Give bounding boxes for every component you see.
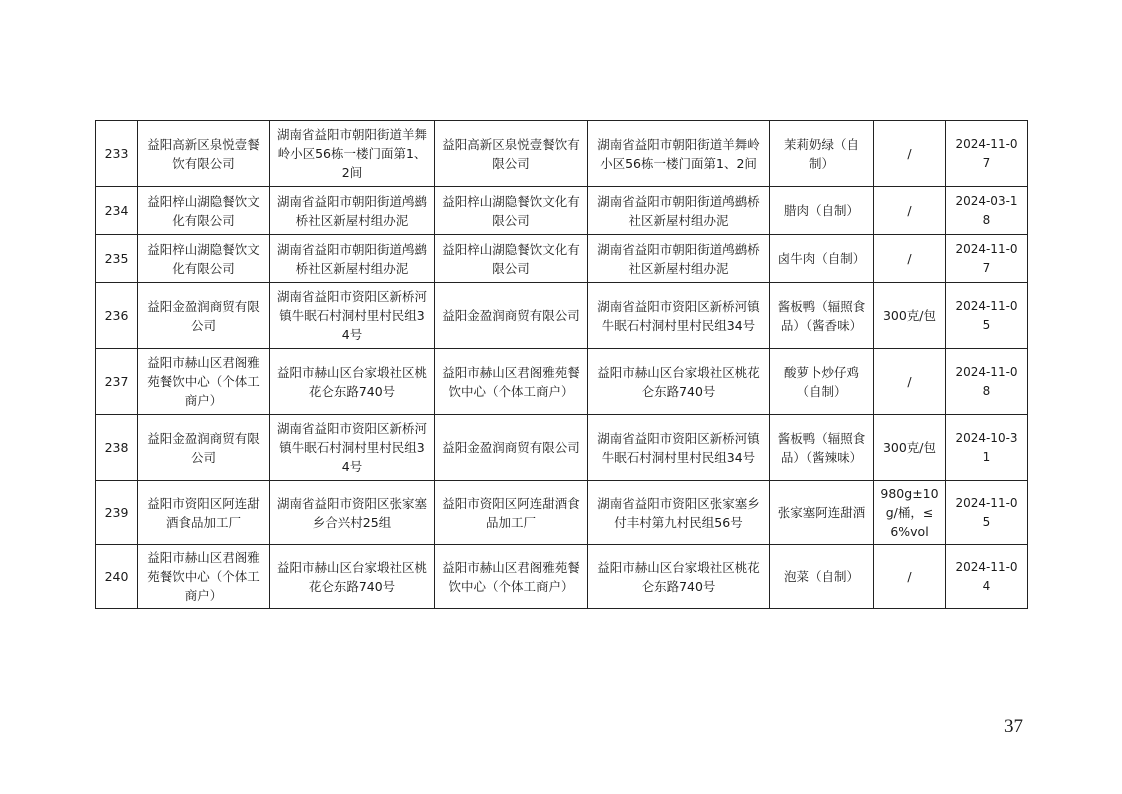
producer-address-cell: 湖南省益阳市朝阳街道鸬鹚桥社区新屋村组办泥 (270, 235, 435, 283)
sampled-entity-name-cell: 益阳市赫山区君阁雅苑餐饮中心（个体工商户） (435, 349, 588, 415)
production-date-cell: 2024-10-31 (946, 415, 1028, 481)
sampled-entity-address-cell: 湖南省益阳市资阳区新桥河镇牛眠石村洞村里村民组34号 (588, 415, 770, 481)
sampled-entity-address-cell: 益阳市赫山区台家塅社区桃花仑东路740号 (588, 349, 770, 415)
row-number-cell: 235 (96, 235, 138, 283)
production-date-cell: 2024-11-05 (946, 283, 1028, 349)
production-date-cell: 2024-11-08 (946, 349, 1028, 415)
product-spec-cell: / (874, 235, 946, 283)
production-date-cell: 2024-03-18 (946, 187, 1028, 235)
sampled-entity-address-cell: 湖南省益阳市朝阳街道鸬鹚桥社区新屋村组办泥 (588, 235, 770, 283)
producer-address-cell: 湖南省益阳市资阳区新桥河镇牛眠石村洞村里村民组34号 (270, 283, 435, 349)
sampled-entity-name-cell: 益阳高新区泉悦壹餐饮有限公司 (435, 121, 588, 187)
product-spec-cell: / (874, 121, 946, 187)
sampled-entity-address-cell: 湖南省益阳市资阳区新桥河镇牛眠石村洞村里村民组34号 (588, 283, 770, 349)
sampling-results-table (95, 120, 1028, 609)
row-number-cell: 239 (96, 481, 138, 545)
sampled-entity-name-cell: 益阳金盈润商贸有限公司 (435, 283, 588, 349)
row-number-cell: 240 (96, 545, 138, 609)
producer-address-cell: 湖南省益阳市资阳区新桥河镇牛眠石村洞村里村民组34号 (270, 415, 435, 481)
producer-address-cell: 益阳市赫山区台家塅社区桃花仑东路740号 (270, 545, 435, 609)
producer-name-cell: 益阳梓山湖隐餐饮文化有限公司 (138, 235, 270, 283)
producer-name-cell: 益阳梓山湖隐餐饮文化有限公司 (138, 187, 270, 235)
product-spec-cell: 300克/包 (874, 283, 946, 349)
row-number-cell: 233 (96, 121, 138, 187)
product-name-cell: 泡菜（自制） (770, 545, 874, 609)
sampled-entity-address-cell: 湖南省益阳市资阳区张家塞乡付丰村第九村民组56号 (588, 481, 770, 545)
sampled-entity-name-cell: 益阳梓山湖隐餐饮文化有限公司 (435, 235, 588, 283)
table-row (96, 545, 1028, 609)
sampled-entity-name-cell: 益阳金盈润商贸有限公司 (435, 415, 588, 481)
product-spec-cell: 980g±10g/桶，≤6%vol (874, 481, 946, 545)
producer-address-cell: 湖南省益阳市朝阳街道羊舞岭小区56栋一楼门面第1、2间 (270, 121, 435, 187)
product-spec-cell: / (874, 545, 946, 609)
product-name-cell: 茉莉奶绿（自制） (770, 121, 874, 187)
sampled-entity-address-cell: 益阳市赫山区台家塅社区桃花仑东路740号 (588, 545, 770, 609)
row-number-cell: 236 (96, 283, 138, 349)
product-name-cell: 酱板鸭（辐照食品）（酱香味） (770, 283, 874, 349)
producer-name-cell: 益阳高新区泉悦壹餐饮有限公司 (138, 121, 270, 187)
product-name-cell: 卤牛肉（自制） (770, 235, 874, 283)
sampled-entity-name-cell: 益阳梓山湖隐餐饮文化有限公司 (435, 187, 588, 235)
table-row (96, 481, 1028, 545)
producer-address-cell: 湖南省益阳市朝阳街道鸬鹚桥社区新屋村组办泥 (270, 187, 435, 235)
product-name-cell: 酱板鸭（辐照食品）（酱辣味） (770, 415, 874, 481)
producer-name-cell: 益阳市赫山区君阁雅苑餐饮中心（个体工商户） (138, 545, 270, 609)
producer-address-cell: 湖南省益阳市资阳区张家塞乡合兴村25组 (270, 481, 435, 545)
product-name-cell: 腊肉（自制） (770, 187, 874, 235)
production-date-cell: 2024-11-07 (946, 235, 1028, 283)
producer-name-cell: 益阳市赫山区君阁雅苑餐饮中心（个体工商户） (138, 349, 270, 415)
product-name-cell: 酸萝卜炒仔鸡（自制） (770, 349, 874, 415)
producer-name-cell: 益阳金盈润商贸有限公司 (138, 283, 270, 349)
table-row (96, 235, 1028, 283)
sampled-entity-name-cell: 益阳市资阳区阿连甜酒食品加工厂 (435, 481, 588, 545)
sampled-entity-name-cell: 益阳市赫山区君阁雅苑餐饮中心（个体工商户） (435, 545, 588, 609)
product-name-cell: 张家塞阿连甜酒 (770, 481, 874, 545)
table-row (96, 121, 1028, 187)
product-spec-cell: / (874, 187, 946, 235)
producer-name-cell: 益阳市资阳区阿连甜酒食品加工厂 (138, 481, 270, 545)
product-spec-cell: 300克/包 (874, 415, 946, 481)
row-number-cell: 237 (96, 349, 138, 415)
table-row (96, 283, 1028, 349)
sampled-entity-address-cell: 湖南省益阳市朝阳街道羊舞岭小区56栋一楼门面第1、2间 (588, 121, 770, 187)
table-row (96, 349, 1028, 415)
page-number: 37 (1004, 716, 1023, 737)
table-row (96, 415, 1028, 481)
product-spec-cell: / (874, 349, 946, 415)
row-number-cell: 234 (96, 187, 138, 235)
production-date-cell: 2024-11-04 (946, 545, 1028, 609)
sampled-entity-address-cell: 湖南省益阳市朝阳街道鸬鹚桥社区新屋村组办泥 (588, 187, 770, 235)
row-number-cell: 238 (96, 415, 138, 481)
table-row (96, 187, 1028, 235)
table-body (96, 121, 1028, 609)
producer-address-cell: 益阳市赫山区台家塅社区桃花仑东路740号 (270, 349, 435, 415)
production-date-cell: 2024-11-07 (946, 121, 1028, 187)
producer-name-cell: 益阳金盈润商贸有限公司 (138, 415, 270, 481)
production-date-cell: 2024-11-05 (946, 481, 1028, 545)
